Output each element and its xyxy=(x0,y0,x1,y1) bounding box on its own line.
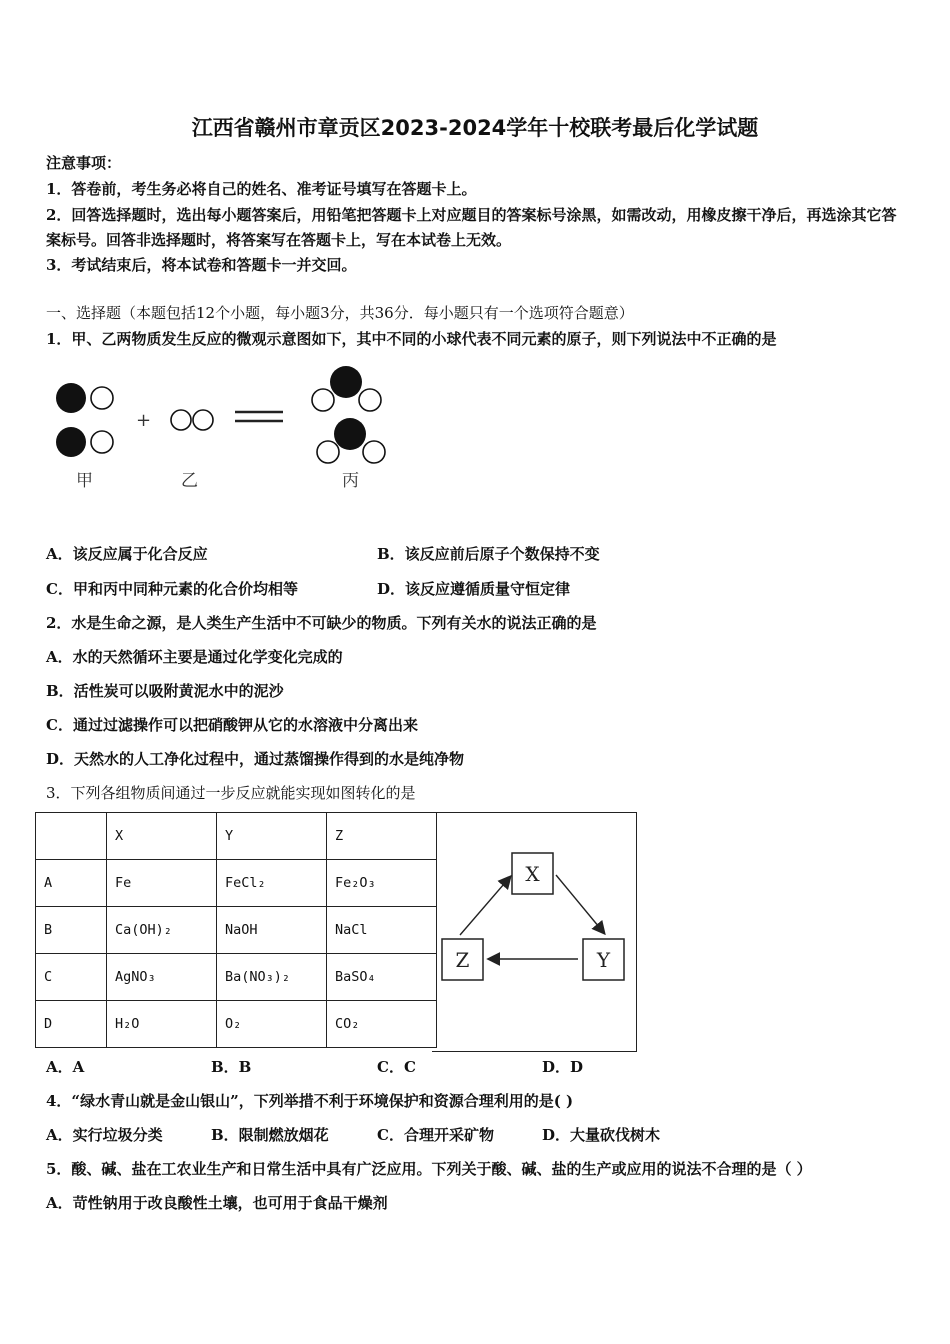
q4-stem: 4．“绿水青山就是金山银山”，下列举措不利于环境保护和资源合理利用的是( ) xyxy=(46,1092,574,1110)
notice-heading: 注意事项： xyxy=(46,154,122,172)
table-cell: Fe xyxy=(107,860,217,907)
table-cell: NaCl xyxy=(327,907,437,954)
table-row xyxy=(36,1001,437,1048)
table-row xyxy=(36,954,437,1001)
node-z: Z xyxy=(455,948,470,972)
table-cell: Z xyxy=(327,813,437,860)
notice-item-1: 1．答卷前，考生务必将自己的姓名、准考证号填写在答题卡上。 xyxy=(46,180,477,198)
q3-option-d: D．D xyxy=(542,1058,584,1076)
bing-molecule-2 xyxy=(317,418,385,463)
q4-option-d: D．大量砍伐树木 xyxy=(542,1126,661,1144)
table-cell: BaSO₄ xyxy=(327,954,437,1001)
label-yi: 乙 xyxy=(181,471,198,491)
table-cell: AgNO₃ xyxy=(107,954,217,1001)
q1-stem: 1．甲、乙两物质发生反应的微观示意图如下，其中不同的小球代表不同元素的原子，则下列说法中不正确的是 xyxy=(46,330,777,348)
node-y: Y xyxy=(596,948,611,972)
q1-option-d: D．该反应遵循质量守恒定律 xyxy=(377,580,571,598)
table-row xyxy=(36,907,437,954)
jia-molecule-2 xyxy=(56,427,113,457)
notice-item-2: 2．回答选择题时，选出每小题答案后，用铅笔把答题卡上对应题目的答案标号涂黑，如需改动，用橡皮擦干净后，再选涂其它答案标号。回答非选择题时，将答案写在答题卡上，写在本试卷上无效。 xyxy=(46,206,897,249)
q1-option-a: A．该反应属于化合反应 xyxy=(46,545,208,563)
q1-reaction-diagram xyxy=(40,360,400,500)
q2-option-c: C．通过过滤操作可以把硝酸钾从它的水溶液中分离出来 xyxy=(46,716,418,734)
table-row xyxy=(36,860,437,907)
table-cell: NaOH xyxy=(217,907,327,954)
table-header-row xyxy=(36,813,437,860)
jia-molecule-1 xyxy=(56,383,113,413)
table-cell: Fe₂O₃ xyxy=(327,860,437,907)
table-cell: H₂O xyxy=(107,1001,217,1048)
label-bing: 丙 xyxy=(342,471,359,491)
section-heading: 一、选择题（本题包括12个小题，每小题3分，共36分．每小题只有一个选项符合题意） xyxy=(46,304,634,322)
table-cell: C xyxy=(36,954,107,1001)
q1-option-b: B．该反应前后原子个数保持不变 xyxy=(377,545,600,563)
notice-item-3: 3．考试结束后，将本试卷和答题卡一并交回。 xyxy=(46,256,357,274)
q3-table xyxy=(35,812,437,1048)
bing-molecule-1 xyxy=(312,366,381,411)
reaction-equals xyxy=(235,412,283,421)
q3-option-b: B．B xyxy=(211,1058,252,1076)
arrow-x-to-y xyxy=(556,875,604,933)
q5-option-a: A．苛性钠用于改良酸性土壤，也可用于食品干燥剂 xyxy=(46,1194,388,1212)
q4-option-a: A．实行垃圾分类 xyxy=(46,1126,163,1144)
table-cell: O₂ xyxy=(217,1001,327,1048)
label-jia: 甲 xyxy=(76,471,93,491)
plus-sign: + xyxy=(136,410,152,431)
table-cell: B xyxy=(36,907,107,954)
q3-stem: 3．下列各组物质间通过一步反应就能实现如图转化的是 xyxy=(46,784,416,802)
q1-option-c: C．甲和丙中同种元素的化合价均相等 xyxy=(46,580,298,598)
table-cell: D xyxy=(36,1001,107,1048)
q3-option-c: C．C xyxy=(377,1058,416,1076)
q3-conversion-diagram xyxy=(432,813,636,1051)
q2-option-d: D．天然水的人工净化过程中，通过蒸馏操作得到的水是纯净物 xyxy=(46,750,465,768)
table-cell: FeCl₂ xyxy=(217,860,327,907)
arrow-z-to-x xyxy=(460,877,510,935)
q2-option-a: A．水的天然循环主要是通过化学变化完成的 xyxy=(46,648,343,666)
table-cell: Y xyxy=(217,813,327,860)
table-cell xyxy=(36,813,107,860)
q2-stem: 2．水是生命之源，是人类生产生活中不可缺少的物质。下列有关水的说法正确的是 xyxy=(46,614,597,632)
page-title: 江西省赣州市章贡区2023-2024学年十校联考最后化学试题 xyxy=(191,116,759,140)
q4-option-c: C．合理开采矿物 xyxy=(377,1126,494,1144)
yi-molecule xyxy=(171,410,213,430)
q3-diagram-frame xyxy=(432,812,637,1052)
table-cell: Ca(OH)₂ xyxy=(107,907,217,954)
table-cell: X xyxy=(107,813,217,860)
q3-option-a: A．A xyxy=(46,1058,85,1076)
q2-option-b: B．活性炭可以吸附黄泥水中的泥沙 xyxy=(46,682,284,700)
q5-stem: 5．酸、碱、盐在工农业生产和日常生活中具有广泛应用。下列关于酸、碱、盐的生产或应用的说法不合理的是（ ） xyxy=(46,1160,812,1178)
table-cell: Ba(NO₃)₂ xyxy=(217,954,327,1001)
table-cell: CO₂ xyxy=(327,1001,437,1048)
table-cell: A xyxy=(36,860,107,907)
node-x: X xyxy=(525,862,540,886)
q4-option-b: B．限制燃放烟花 xyxy=(211,1126,329,1144)
